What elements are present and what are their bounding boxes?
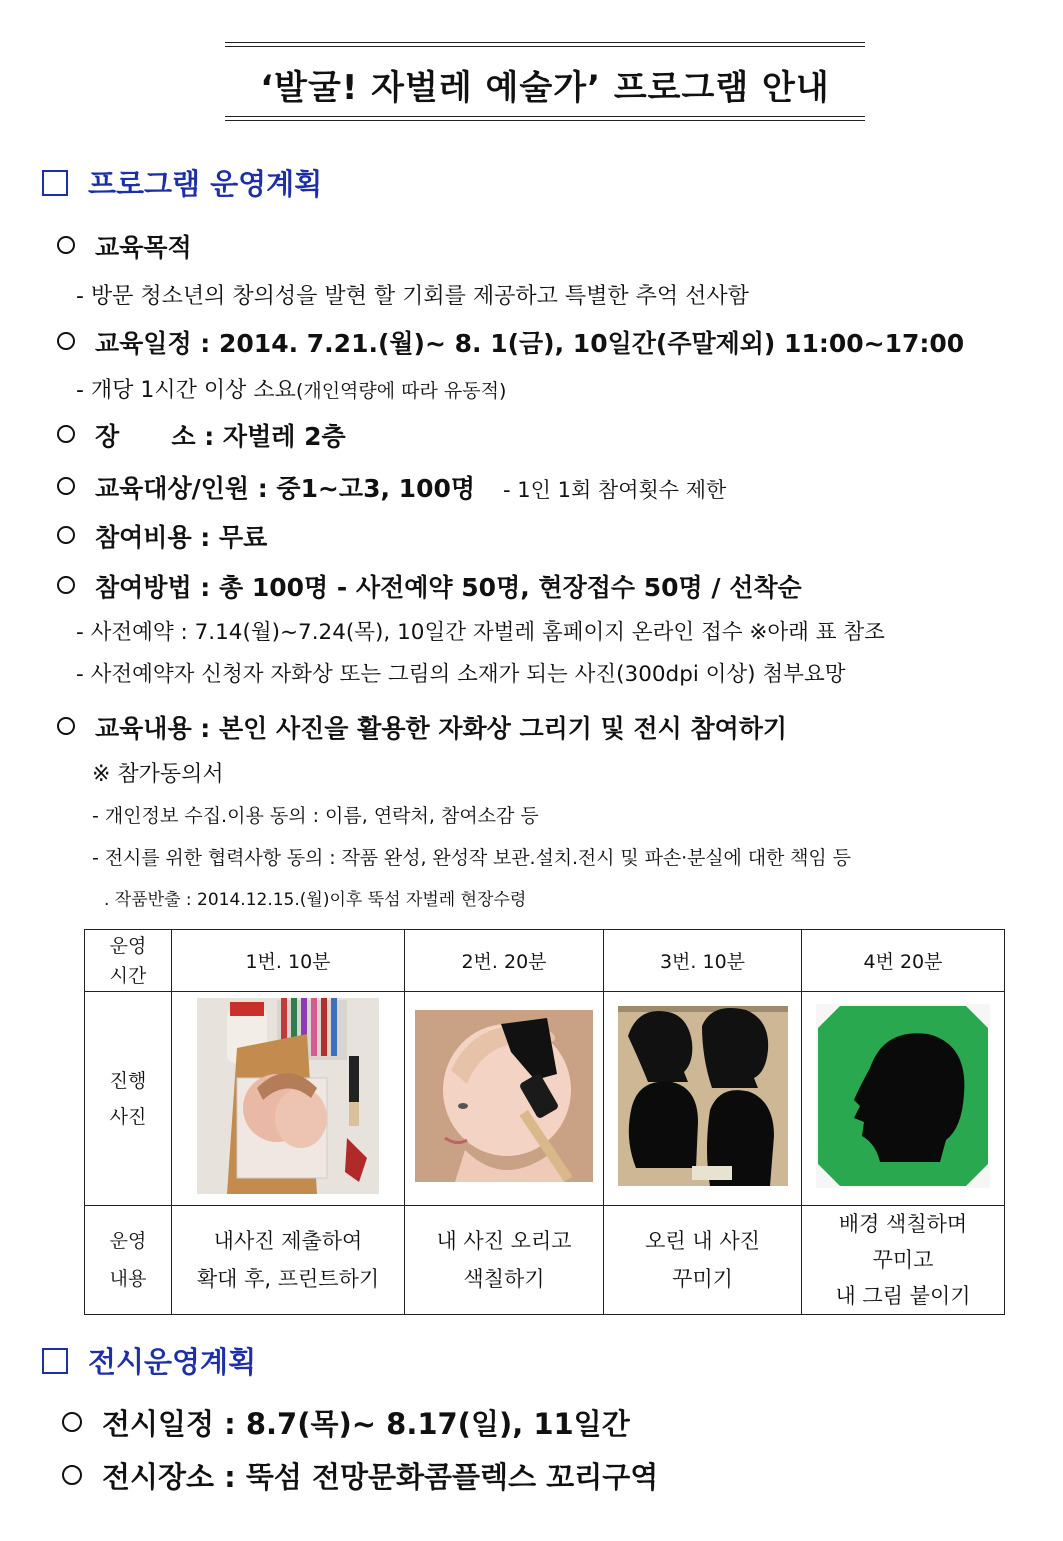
photo-step4-image: [816, 1004, 990, 1188]
photo-step3-image: [618, 1006, 788, 1186]
table-row: [85, 1206, 1005, 1315]
circle-bullet-icon: [57, 717, 75, 735]
title-rule-top-1: [225, 42, 865, 43]
cost-row: [57, 518, 267, 554]
content-cell-1: 내사진 제출하여 확대 후, 프린트하기: [172, 1206, 405, 1315]
purpose-label: 교육목적: [95, 233, 192, 262]
content-cell-3: 오린 내 사진 꾸미기: [604, 1206, 802, 1315]
circle-bullet-icon: [57, 236, 75, 254]
consent-item-3: . 작품반출 : 2014.12.15.(월)이후 뚝섬 자벌레 현장수령: [104, 890, 527, 910]
content-cell-2: 내 사진 오리고 색칠하기: [405, 1206, 604, 1315]
method-text: 참여방법 : 총 100명 - 사전예약 50명, 현장접수 50명 / 선착순: [95, 573, 802, 602]
section2-heading-row: [42, 1340, 256, 1381]
title-rule-bottom-1: [225, 116, 865, 117]
photo-cell-4: [802, 992, 1005, 1206]
title-rule-top-2: [225, 46, 865, 47]
schedule-table: [84, 929, 1005, 1315]
photo-cell-3: [604, 992, 802, 1206]
target-row: [57, 469, 726, 505]
time-cell-1: 1번. 10분: [172, 930, 405, 992]
row-header-content: 운영 내용: [85, 1206, 172, 1315]
content-row: [57, 709, 787, 745]
circle-bullet-icon: [62, 1412, 82, 1432]
target-text: 교육대상/인원 : 중1∼고3, 100명: [95, 474, 476, 503]
consent-item-2: - 전시를 위한 협력사항 동의 : 작품 완성, 완성작 보관.설치.전시 및 파손·분실에 대한 책임 등: [92, 847, 851, 869]
purpose-row: [57, 228, 192, 264]
exhibit-place-text: 전시장소 : 뚝섬 전망문화콤플렉스 꼬리구역: [102, 1460, 659, 1494]
photo-step2-image: [415, 1010, 593, 1182]
time-cell-3: 3번. 10분: [604, 930, 802, 992]
content-text: 교육내용 : 본인 사진을 활용한 자화상 그리기 및 전시 참여하기: [95, 714, 788, 743]
circle-bullet-icon: [57, 576, 75, 594]
target-note: - 1인 1회 참여횟수 제한: [503, 478, 727, 502]
place-text: 장 소 : 자벌레 2층: [95, 422, 346, 451]
title-rule-bottom-2: [225, 120, 865, 121]
row-header-time: 운영 시간: [85, 930, 172, 992]
place-row: [57, 417, 346, 453]
square-bullet-icon: [42, 170, 68, 196]
purpose-detail: - 방문 청소년의 창의성을 발현 할 기회를 제공하고 특별한 추억 선사함: [76, 284, 749, 309]
circle-bullet-icon: [57, 425, 75, 443]
section2-heading: 전시운영계획: [88, 1345, 257, 1379]
method-detail-2: - 사전예약자 신청자 자화상 또는 그림의 소재가 되는 사진(300dpi 이상) 첨부요망: [76, 662, 846, 687]
consent-item-1: - 개인정보 수집.이용 동의 : 이름, 연락처, 참여소감 등: [92, 805, 539, 827]
method-detail-1: - 사전예약 : 7.14(월)~7.24(목), 10일간 자벌레 홈페이지 온라인 접수 ※아래 표 참조: [76, 620, 885, 645]
schedule-detail: [76, 373, 506, 404]
method-row: [57, 568, 802, 604]
exhibit-schedule-text: 전시일정 : 8.7(목)~ 8.17(일), 11일간: [102, 1407, 630, 1441]
table-row: [85, 930, 1005, 992]
circle-bullet-icon: [57, 526, 75, 544]
photo-cell-2: [405, 992, 604, 1206]
content-cell-4: 배경 색칠하며 꾸미고 내 그림 붙이기: [802, 1206, 1005, 1315]
photo-step1-image: [197, 998, 379, 1194]
circle-bullet-icon: [57, 477, 75, 495]
row-header-photo: 진행 사진: [85, 992, 172, 1206]
schedule-detail-b: (개인역량에 따라 유동적): [295, 380, 507, 402]
time-cell-4: 4번 20분: [802, 930, 1005, 992]
photo-cell-1: [172, 992, 405, 1206]
schedule-row: [57, 324, 964, 360]
time-cell-2: 2번. 20분: [405, 930, 604, 992]
exhibit-place-row: [62, 1455, 658, 1496]
consent-title: ※ 참가동의서: [92, 762, 224, 787]
title-box: [225, 42, 865, 122]
exhibit-schedule-row: [62, 1402, 630, 1443]
circle-bullet-icon: [57, 332, 75, 350]
schedule-detail-a: - 개당 1시간 이상 소요: [76, 378, 296, 403]
page-title: ‘발굴! 자벌레 예술가’ 프로그램 안내: [260, 68, 830, 108]
schedule-text: 교육일정 : 2014. 7.21.(월)~ 8. 1(금), 10일간(주말제외) 11:00~17:00: [95, 329, 965, 358]
section1-heading-row: [42, 162, 322, 203]
section1-heading: 프로그램 운영계획: [88, 167, 323, 201]
circle-bullet-icon: [62, 1465, 82, 1485]
table-row: [85, 992, 1005, 1206]
cost-text: 참여비용 : 무료: [95, 523, 268, 552]
square-bullet-icon: [42, 1348, 68, 1374]
